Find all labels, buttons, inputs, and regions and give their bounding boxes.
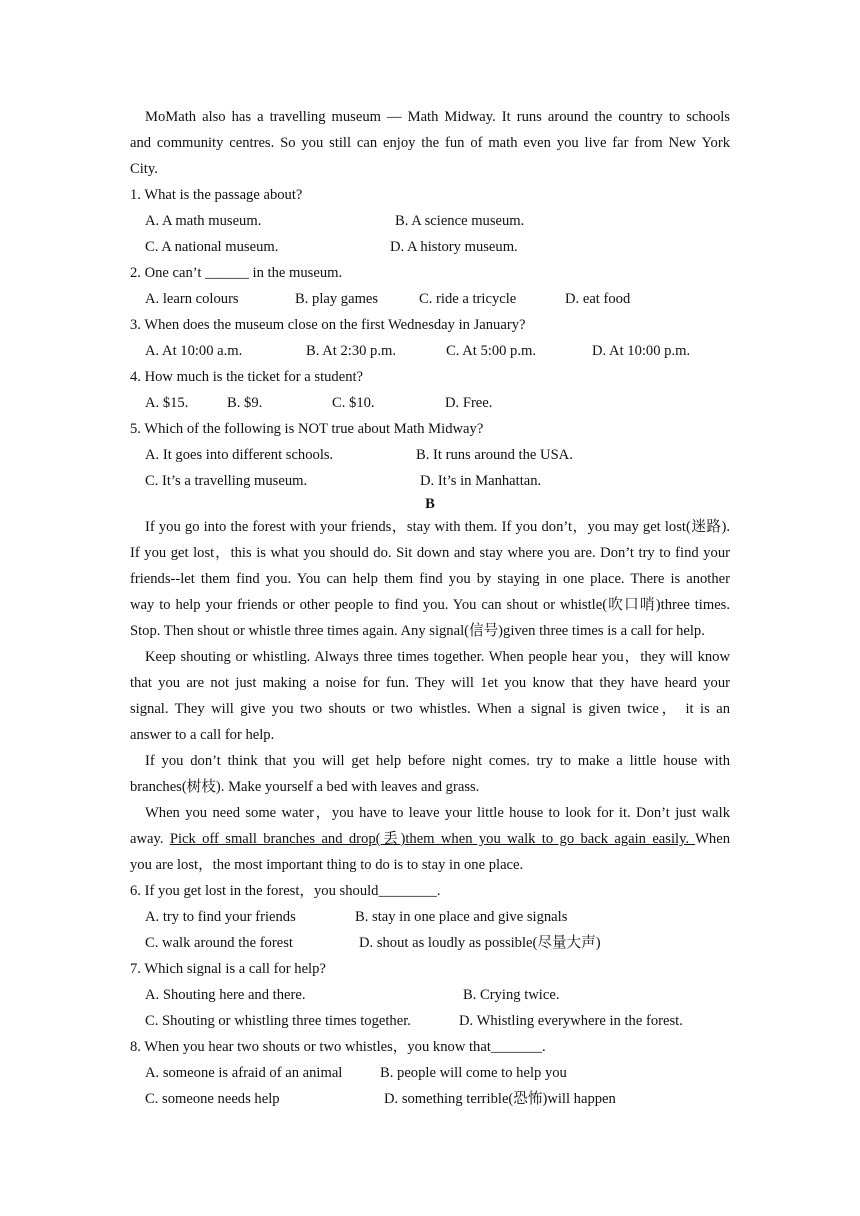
question-8-options-row2 [130,1086,730,1112]
document-page [130,104,730,1112]
option: C. someone needs help [145,1091,280,1107]
passage-b-line: signal. They will give you two shouts or two whistles. When a signal is given twice， it is an [130,701,730,717]
question-4-options [130,390,730,416]
question-2-options [130,286,730,312]
section-b-title: B [425,496,435,512]
question-8: 8. When you hear two shouts or two whistles，you know that_______. [130,1039,546,1055]
option: C. ride a tricycle [419,291,517,307]
question-5-options-row1 [130,442,730,468]
question-7-options-row2 [130,1008,730,1034]
passage-b-line: you are lost，the most important thing to do is to stay in one place. [130,857,524,873]
option: C. $10. [332,395,375,411]
option: D. shout as loudly as possible(尽量大声) [359,935,601,951]
option: A. try to find your friends [145,909,296,925]
option: A. learn colours [145,291,239,307]
text-segment: When [695,831,731,847]
passage-a-line: and community centres. So you still can enjoy the fun of math even you live far from New York [130,135,730,151]
passage-a-line: MoMath also has a travelling museum — Math Midway. It runs around the country to schools [145,109,730,125]
option: C. walk around the forest [145,935,293,951]
option: B. A science museum. [395,213,525,229]
option: B. At 2:30 p.m. [306,343,397,359]
text-segment: away. [130,831,170,847]
passage-b-line: If you don’t think that you will get help before night comes. try to make a little house with [145,753,730,769]
option: A. someone is afraid of an animal [145,1065,343,1081]
option: A. Shouting here and there. [145,987,306,1003]
option: B. It runs around the USA. [416,447,573,463]
question-6: 6. If you get lost in the forest，you should________. [130,883,441,899]
option: B. Crying twice. [463,987,560,1003]
option: B. play games [295,291,379,307]
option: A. $15. [145,395,189,411]
passage-b-line-underlined [130,826,730,852]
option: A. A math museum. [145,213,262,229]
passage-b-line: friends--let them find you. You can help them find you by staying in one place. There is another [130,571,730,587]
option: D. At 10:00 p.m. [592,343,691,359]
question-8-options-row1 [130,1060,730,1086]
option: D. Whistling everywhere in the forest. [459,1013,683,1029]
passage-a-line: City. [130,161,158,177]
passage-b-line: answer to a call for help. [130,727,275,743]
option: D. eat food [565,291,631,307]
passage-b-line: When you need some water，you have to leave your little house to look for it. Don’t just walk [145,805,730,821]
question-3-options [130,338,730,364]
question-1-options-row2 [130,234,730,260]
passage-b-line: that you are not just making a noise for fun. They will 1et you know that they have heard your [130,675,730,691]
question-5: 5. Which of the following is NOT true about Math Midway? [130,421,484,437]
option: A. It goes into different schools. [145,447,334,463]
option: C. At 5:00 p.m. [446,343,537,359]
question-6-options-row2 [130,930,730,956]
question-7-options-row1 [130,982,730,1008]
option: D. something terrible(恐怖)will happen [384,1091,616,1107]
option: D. It’s in Manhattan. [420,473,542,489]
passage-b-line: way to help your friends or other people to find you. You can shout or whistle(吹口哨)three times. [130,597,730,613]
option: A. At 10:00 a.m. [145,343,243,359]
question-3: 3. When does the museum close on the first Wednesday in January? [130,317,526,333]
option: C. A national museum. [145,239,279,255]
option: D. A history museum. [390,239,518,255]
passage-b-line: If you go into the forest with your friends，stay with them. If you don’t，you may get lost(迷路). [145,519,730,535]
question-1: 1. What is the passage about? [130,187,303,203]
passage-b-line: Keep shouting or whistling. Always three times together. When people hear you，they will know [145,649,730,665]
question-1-options-row1 [130,208,730,234]
question-2: 2. One can’t ______ in the museum. [130,265,343,281]
passage-b-line: If you get lost，this is what you should do. Sit down and stay where you are. Don’t try to find your [130,545,730,561]
question-4: 4. How much is the ticket for a student? [130,369,364,385]
option: C. Shouting or whistling three times together. [145,1013,411,1029]
passage-b-line: Stop. Then shout or whistle three times again. Any signal(信号)given three times is a call for help. [130,623,705,639]
underlined-sentence: Pick off small branches and drop(丢)them when you walk to go back again easily. [169,831,696,847]
option: B. people will come to help you [380,1065,567,1081]
option: B. $9. [227,395,263,411]
question-6-options-row1 [130,904,730,930]
question-7: 7. Which signal is a call for help? [130,961,326,977]
option: C. It’s a travelling museum. [145,473,308,489]
passage-b-line: branches(树枝). Make yourself a bed with leaves and grass. [130,779,480,795]
option: B. stay in one place and give signals [355,909,568,925]
option: D. Free. [445,395,493,411]
question-5-options-row2 [130,468,730,494]
